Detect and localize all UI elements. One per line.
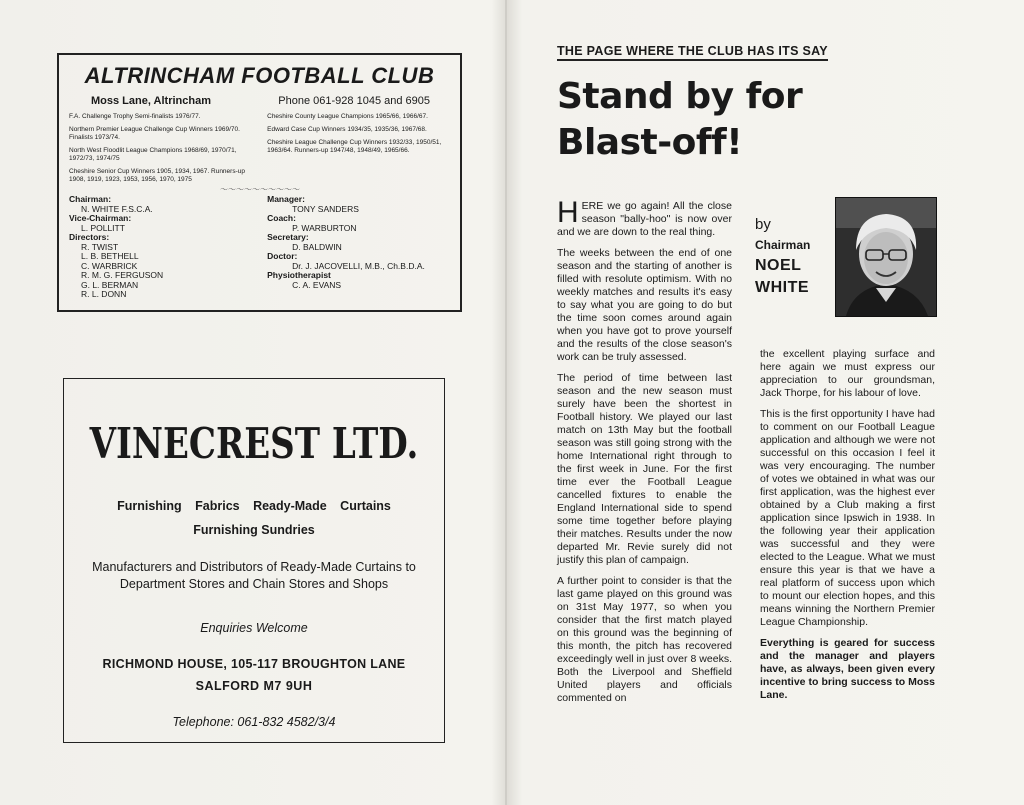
- physio-name: C. A. EVANS: [292, 279, 342, 290]
- physio-label: Physiotherapist: [267, 270, 331, 280]
- manager-label: Manager:: [267, 194, 305, 204]
- headline-line-1: Stand by for: [557, 76, 803, 117]
- byline-last-name: WHITE: [755, 279, 810, 296]
- honour-item: Cheshire Senior Cup Winners 1905, 1934, 1967. Runners-up 1908, 1919, 1923, 1953, 1956, 1970, 1975: [69, 168, 245, 183]
- article-paragraph: A further point to consider is that the last game played on this ground was on 31st May 1977, so when you consider that the first match played on this ground was the beginning of this month, the pitch has recovered exceedingly well in just over 8 weeks. Both the Liverpool and Sheffield United players and officials commented on: [557, 575, 732, 704]
- honours-right: [267, 113, 450, 189]
- page-fold: [505, 0, 507, 805]
- article-paragraph: This is the first opportunity I have had to comment on our Football League application and although we were not successful on this occasion I feel it was very encouraging. The number of votes we obtained in what was our first application, was the highest ever obtained by a Club making a first application since Ipswich in 1938. In the following year their application was successful and they were elected to the League. What we must ensure this year is that we have a real platform of success upon which to mount our election hopes, and this means winning the Northern Premier League Championship.: [760, 408, 935, 628]
- article-column-2: [760, 348, 935, 710]
- director-name: L. B. BETHELL: [81, 251, 139, 261]
- honour-item: Cheshire County League Champions 1965/66, 1966/67.: [267, 113, 428, 120]
- decorative-squiggle: 〜〜〜〜〜〜〜〜〜〜: [220, 185, 300, 194]
- honour-item: Cheshire League Challenge Cup Winners 1932/33, 1950/51, 1963/64. Runners-up 1947/48, 1948/49, 1965/66.: [267, 139, 442, 154]
- coach-name: P. WARBURTON: [292, 222, 357, 233]
- honour-item: Northern Premier League Challenge Cup Winners 1969/70. Finalists 1973/74.: [69, 126, 240, 141]
- article-paragraph-closing: Everything is geared for success and the manager and players have, as always, been given every incentive to bring success to Moss Lane.: [760, 637, 935, 701]
- advert-sundries: Furnishing Sundries: [193, 523, 315, 537]
- vice-chairman-label: Vice-Chairman:: [69, 213, 132, 223]
- officials-right: [267, 195, 450, 300]
- article-paragraph: [557, 196, 732, 239]
- officials-left: [69, 195, 252, 300]
- article-paragraph-text: ERE we go again! All the close season "bally-hoo" is now over and we are down to the real thing.: [557, 200, 732, 238]
- secretary-name: D. BALDWIN: [292, 241, 342, 252]
- article-paragraph: The weeks between the end of one season and the starting of another is filled with resolute optimism. With no weekly matches and results it's easy to say what you are going to do but the time soon comes around again when you have got to prove yourself and the results of the close season's work can be truly assessed.: [557, 247, 732, 363]
- director-name: R. M. G. FERGUSON: [81, 270, 164, 280]
- director-name: C. WARBRICK: [81, 260, 138, 271]
- byline-by: by: [755, 216, 771, 233]
- club-title: ALTRINCHAM FOOTBALL CLUB: [84, 63, 435, 88]
- chairman-label: Chairman:: [69, 194, 112, 204]
- honour-item: North West Floodlit League Champions 1968/69, 1970/71, 1972/73, 1974/75: [69, 147, 237, 162]
- club-contact: [91, 95, 430, 107]
- advert-description: Manufacturers and Distributors of Ready-Made Curtains to Department Stores and Chain Stores and Shops: [92, 560, 416, 591]
- byline: [755, 215, 810, 299]
- advert-products: Furnishing Fabrics Ready-Made Curtains: [117, 499, 391, 513]
- byline-first-name: NOEL: [755, 257, 802, 274]
- article-paragraph: The period of time between last season and the new season must surely have been the shortest in Football history. We played our last match on 13th May but the football season was still going strong with the home International right through to the first week in June. For the first time ever the Football League cancelled fixtures to enable the England International side to spend some time together before playing their matches. Results under the now departed Mr. Revie surely did not justify this plan of campaign.: [557, 372, 732, 566]
- section-kicker: THE PAGE WHERE THE CLUB HAS ITS SAY: [557, 44, 828, 61]
- club-address: Moss Lane, Altrincham: [91, 95, 212, 107]
- honour-item: F.A. Challenge Trophy Semi-finalists 1976/77.: [69, 113, 201, 120]
- vice-chairman-name: L. POLLITT: [81, 222, 125, 233]
- club-info-box: [57, 53, 462, 312]
- vinecrest-advert: [63, 378, 445, 743]
- manager-name: TONY SANDERS: [292, 203, 359, 214]
- article-headline: [557, 74, 802, 166]
- advert-address-line-1: RICHMOND HOUSE, 105-117 BROUGHTON LANE: [102, 657, 406, 671]
- secretary-label: Secretary:: [267, 232, 309, 242]
- article-paragraph: the excellent playing surface and here again we must express our appreciation to our groundsman, Jack Thorpe, for his labour of love.: [760, 348, 935, 399]
- director-name: R. TWIST: [81, 241, 119, 252]
- chairman-name: N. WHITE F.S.C.A.: [81, 203, 153, 214]
- coach-label: Coach:: [267, 213, 296, 223]
- portrait-image: [836, 198, 936, 316]
- directors-label: Directors:: [69, 232, 110, 242]
- advert-telephone: Telephone: 061-832 4582/3/4: [172, 715, 336, 729]
- advert-address-line-2: SALFORD M7 9UH: [195, 679, 313, 693]
- doctor-label: Doctor:: [267, 251, 298, 261]
- advert-title: VINECREST LTD.: [89, 419, 419, 469]
- advert-enquiries: Enquiries Welcome: [200, 621, 308, 635]
- doctor-name: Dr. J. JACOVELLI, M.B., Ch.B.D.A.: [292, 260, 425, 271]
- club-officials: [69, 195, 450, 300]
- honours: [69, 113, 450, 189]
- headline-line-2: Blast-off!: [557, 122, 743, 163]
- director-name: R. L. DONN: [81, 289, 127, 299]
- article-column-1: [557, 196, 732, 713]
- byline-role: Chairman: [755, 238, 811, 252]
- author-photo: [835, 197, 937, 317]
- honours-left: [69, 113, 252, 189]
- director-name: G. L. BERMAN: [81, 279, 139, 290]
- drop-cap: H: [557, 196, 579, 229]
- honour-item: Edward Case Cup Winners 1934/35, 1935/36, 1967/68.: [267, 126, 427, 133]
- club-phone: Phone 061-928 1045 and 6905: [278, 95, 430, 107]
